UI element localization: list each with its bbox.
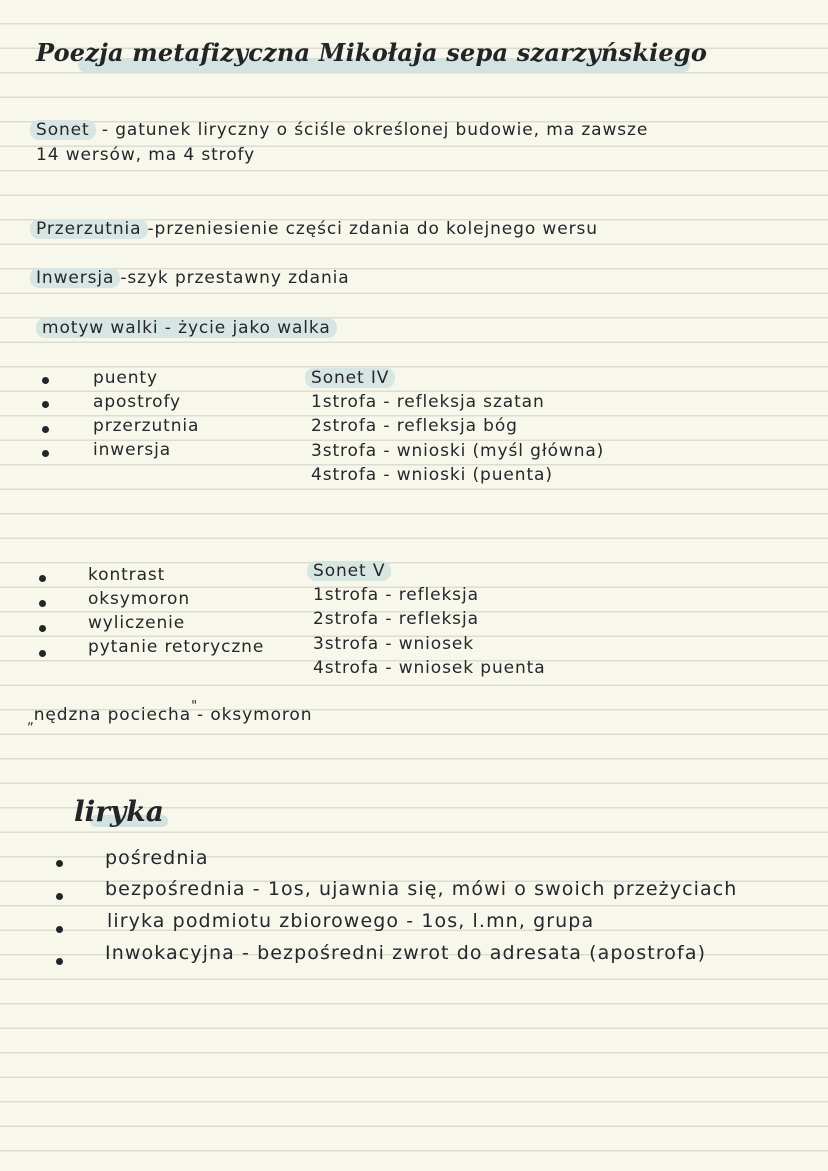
bullet-icon bbox=[56, 893, 63, 900]
oxymoron-phrase: nędzna pociecha bbox=[33, 705, 192, 725]
sonet4-title-text: Sonet IV bbox=[305, 368, 395, 388]
open-quote: „ bbox=[27, 713, 34, 728]
page-title: Poezja metafizyczna Mikołaja sepa szarzyńskiego bbox=[36, 38, 708, 67]
przerzutnia-definition bbox=[36, 219, 598, 239]
przerzutnia-text: -przeniesienie części zdania do kolejnego wersu bbox=[147, 219, 598, 239]
przerzutnia-term: Przerzutnia bbox=[30, 219, 148, 239]
bullet-icon bbox=[42, 377, 49, 384]
close-quote: " bbox=[191, 699, 198, 714]
bullet-icon bbox=[42, 426, 49, 433]
bullet-icon bbox=[39, 575, 46, 582]
bullet-icon bbox=[56, 926, 63, 933]
sonet-definition-text: - gatunek liryczny o ściśle określonej budowie, ma zawsze bbox=[95, 120, 649, 140]
sonet5-stanza: 4strofa - wniosek puenta bbox=[313, 658, 546, 678]
sonet4-stanza: 4strofa - wnioski (puenta) bbox=[311, 465, 553, 485]
sonet5-title bbox=[313, 561, 391, 581]
sonet5-device: pytanie retoryczne bbox=[88, 637, 265, 657]
sonet4-stanza: 1strofa - refleksja szatan bbox=[311, 392, 545, 412]
sonet4-title bbox=[311, 368, 395, 388]
oxymoron-example bbox=[27, 699, 313, 728]
bullet-icon bbox=[56, 860, 63, 867]
sonet5-device: oksymoron bbox=[88, 589, 191, 609]
bullet-icon bbox=[39, 625, 46, 632]
sonet4-stanza: 2strofa - refleksja bóg bbox=[311, 416, 518, 436]
bullet-icon bbox=[39, 600, 46, 607]
bullet-icon bbox=[39, 650, 46, 657]
sonet5-device: kontrast bbox=[88, 565, 166, 585]
inwersja-definition bbox=[36, 268, 350, 288]
liryka-item: bezpośrednia - 1os, ujawnia się, mówi o swoich przeżyciach bbox=[105, 878, 738, 900]
sonet-definition-line1 bbox=[36, 120, 648, 140]
sonet5-stanza: 2strofa - refleksja bbox=[313, 609, 479, 629]
sonet5-stanza: 3strofa - wniosek bbox=[313, 634, 474, 654]
sonet4-device: puenty bbox=[93, 368, 158, 388]
motyw-walki-text: motyw walki - życie jako walka bbox=[36, 318, 337, 338]
motyw-walki bbox=[42, 318, 337, 338]
inwersja-term: Inwersja bbox=[30, 268, 120, 288]
sonet5-title-text: Sonet V bbox=[307, 561, 391, 581]
sonet5-device: wyliczenie bbox=[88, 613, 186, 633]
bullet-icon bbox=[56, 958, 63, 965]
liryka-item: pośrednia bbox=[105, 847, 209, 869]
bullet-icon bbox=[42, 450, 49, 457]
liryka-item: Inwokacyjna - bezpośredni zwrot do adresata (apostrofa) bbox=[105, 942, 707, 964]
sonet5-stanza: 1strofa - refleksja bbox=[313, 585, 479, 605]
oxymoron-label: - oksymoron bbox=[197, 705, 313, 725]
sonet-term: Sonet bbox=[30, 120, 96, 140]
sonet4-device: apostrofy bbox=[93, 392, 181, 412]
sonet4-device: inwersja bbox=[93, 440, 172, 460]
liryka-item: liryka podmiotu zbiorowego - 1os, l.mn, grupa bbox=[107, 910, 595, 932]
sonet4-device: przerzutnia bbox=[93, 416, 200, 436]
sonet-definition-line2: 14 wersów, ma 4 strofy bbox=[36, 145, 256, 165]
inwersja-text: -szyk przestawny zdania bbox=[120, 268, 350, 288]
liryka-title: liryka bbox=[74, 795, 164, 828]
bullet-icon bbox=[42, 401, 49, 408]
sonet4-stanza: 3strofa - wnioski (myśl główna) bbox=[311, 441, 605, 461]
